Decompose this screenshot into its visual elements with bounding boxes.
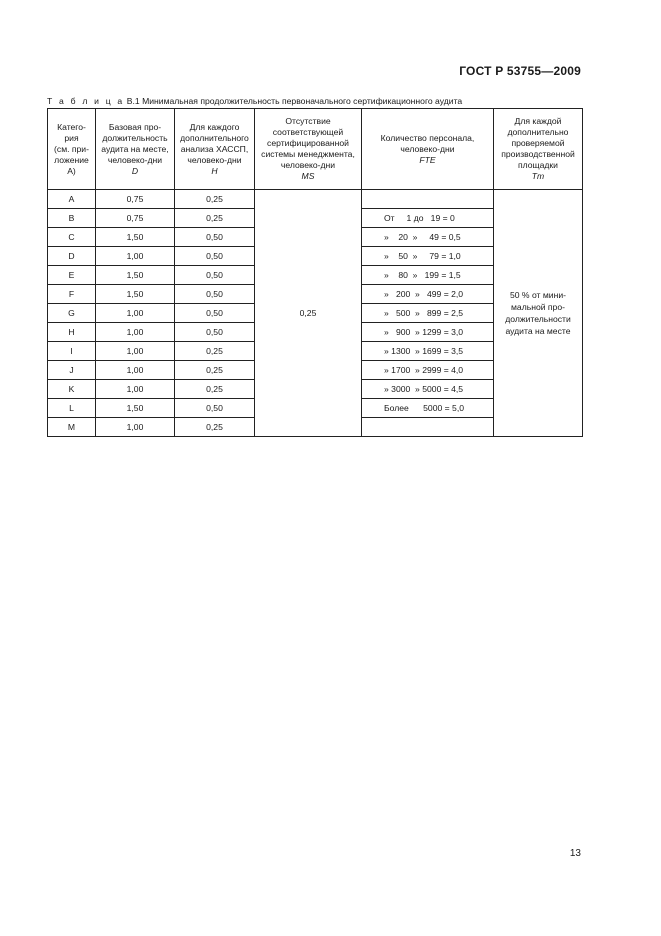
category-cell: D [48, 247, 96, 266]
base-duration-cell: 1,50 [96, 266, 175, 285]
header-haccp [175, 109, 255, 190]
base-duration-cell: 1,00 [96, 418, 175, 437]
haccp-cell: 0,50 [175, 266, 255, 285]
haccp-cell: 0,25 [175, 190, 255, 209]
haccp-cell: 0,25 [175, 361, 255, 380]
haccp-cell: 0,50 [175, 304, 255, 323]
page-number: 13 [569, 848, 581, 859]
base-duration-cell: 1,00 [96, 247, 175, 266]
fte-empty-cell [362, 418, 494, 437]
haccp-cell: 0,25 [175, 418, 255, 437]
table-caption-label: Т а б л и ц а [47, 96, 125, 106]
category-cell: I [48, 342, 96, 361]
haccp-cell: 0,50 [175, 285, 255, 304]
fte-cell: Более 5000 = 5,0 [362, 399, 494, 418]
base-duration-cell: 1,00 [96, 323, 175, 342]
fte-cell: » 1700 » 2999 = 4,0 [362, 361, 494, 380]
table-row [48, 190, 583, 209]
base-duration-cell: 1,00 [96, 342, 175, 361]
header-base-var: D [131, 165, 139, 176]
header-category-text: Катего- рия (см. при- ложение А) [54, 121, 89, 176]
category-cell: G [48, 304, 96, 323]
header-ms [255, 109, 362, 190]
header-haccp-var: H [211, 165, 218, 176]
fte-cell: » 80 » 199 = 1,5 [362, 266, 494, 285]
category-cell: H [48, 323, 96, 342]
header-base-text: Базовая про- должительность аудита на месте, человеко-дни [101, 121, 169, 165]
category-cell: K [48, 380, 96, 399]
category-cell: F [48, 285, 96, 304]
base-duration-cell: 1,00 [96, 304, 175, 323]
base-duration-cell: 0,75 [96, 190, 175, 209]
haccp-cell: 0,25 [175, 342, 255, 361]
header-tm-var: Tm [531, 171, 545, 181]
fte-empty-cell [362, 190, 494, 209]
header-haccp-text: Для каждого дополнительного анализа ХАССП, человеко-дни [180, 121, 249, 165]
haccp-cell: 0,25 [175, 380, 255, 399]
header-fte-text: Количество персонала, человеко-дни [380, 132, 475, 154]
fte-cell: » 500 » 899 = 2,5 [362, 304, 494, 323]
category-cell: J [48, 361, 96, 380]
haccp-cell: 0,50 [175, 228, 255, 247]
category-cell: B [48, 209, 96, 228]
base-duration-cell: 1,50 [96, 228, 175, 247]
haccp-cell: 0,50 [175, 247, 255, 266]
base-duration-cell: 0,75 [96, 209, 175, 228]
table-header-row [48, 109, 583, 190]
audit-duration-table [47, 108, 583, 437]
fte-cell: » 900 » 1299 = 3,0 [362, 323, 494, 342]
document-code: ГОСТ Р 53755—2009 [459, 64, 581, 78]
category-cell: C [48, 228, 96, 247]
category-cell: A [48, 190, 96, 209]
fte-cell: » 1300 » 1699 = 3,5 [362, 342, 494, 361]
category-cell: E [48, 266, 96, 285]
base-duration-cell: 1,50 [96, 285, 175, 304]
base-duration-cell: 1,50 [96, 399, 175, 418]
haccp-cell: 0,50 [175, 323, 255, 342]
header-fte-var: FTE [419, 154, 436, 165]
header-ms-var: MS [301, 171, 315, 181]
base-duration-cell: 1,00 [96, 361, 175, 380]
header-base-duration [96, 109, 175, 190]
header-tm [494, 109, 583, 190]
fte-cell: » 3000 » 5000 = 4,5 [362, 380, 494, 399]
fte-cell: » 200 » 499 = 2,0 [362, 285, 494, 304]
base-duration-cell: 1,00 [96, 380, 175, 399]
table-caption [47, 96, 462, 106]
fte-cell: » 20 » 49 = 0,5 [362, 228, 494, 247]
table-caption-title: Минимальная продолжительность первоначального сертификационного аудита [142, 96, 463, 106]
haccp-cell: 0,25 [175, 209, 255, 228]
haccp-cell: 0,50 [175, 399, 255, 418]
tm-value-cell [494, 190, 583, 437]
tm-value-text: 50 % от мини- мальной про- должительности аудита на месте [505, 290, 571, 336]
fte-cell: От 1 до 19 = 0 [362, 209, 494, 228]
header-fte [362, 109, 494, 190]
header-category [48, 109, 96, 190]
fte-cell: » 50 » 79 = 1,0 [362, 247, 494, 266]
header-ms-text: Отсутствие соответствующей сертифицированной системы менеджмента, человеко-дни [261, 116, 355, 170]
ms-value-cell: 0,25 [255, 190, 362, 437]
category-cell: L [48, 399, 96, 418]
table-caption-number: В.1 [126, 96, 140, 106]
category-cell: M [48, 418, 96, 437]
header-tm-text: Для каждой дополнительно проверяемой производственной площадки [501, 116, 575, 170]
